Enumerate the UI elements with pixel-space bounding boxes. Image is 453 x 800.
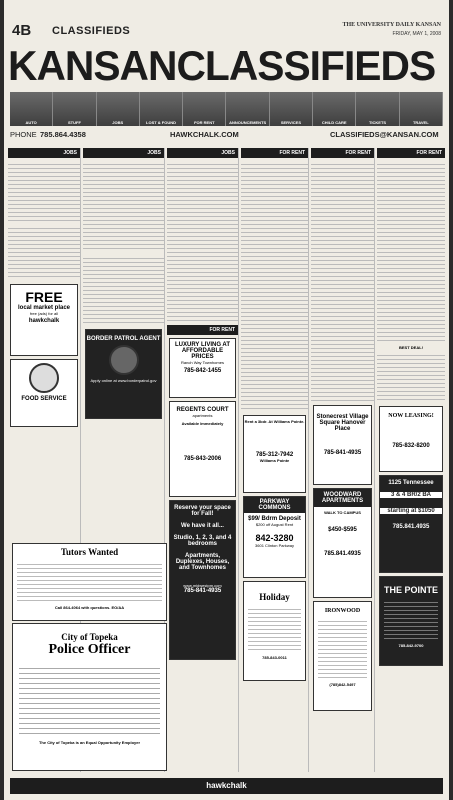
holiday-apartments-ad[interactable]: Holiday 785-843-0011 — [243, 581, 306, 681]
regents-court-ad[interactable]: REGENTS COURT apartments Available Immediately 785-843-2006 — [169, 401, 236, 497]
classified-text-block — [377, 161, 445, 341]
classified-text-block — [83, 161, 164, 251]
topeka-police-ad[interactable]: City of Topeka Police Officer The City of Topeka is an Equal Opportunity Employer — [12, 623, 167, 771]
phone-number: 785.864.4358 — [40, 130, 86, 139]
tennessee-ad[interactable]: 1125 Tennessee 3 & 4 BR/2 BA starting at $1050 785.841.4935 — [379, 475, 443, 573]
photo-cell: TRAVEL — [400, 92, 443, 126]
food-service-ad[interactable]: FOOD SERVICE — [10, 359, 78, 427]
for-rent-column-2 — [311, 148, 375, 772]
photo-cell: FOR RENT — [183, 92, 226, 126]
classified-text-block — [8, 225, 80, 280]
for-rent-header: FOR RENT — [377, 148, 445, 158]
pointe-body-text — [384, 599, 438, 639]
topeka-body-text — [19, 664, 160, 734]
section-name: CLASSIFIEDS — [52, 25, 131, 37]
photo-strip — [10, 92, 443, 126]
border-patrol-ad[interactable]: BORDER PATROL AGENT Apply online at www.borderpatrol.gov — [85, 329, 162, 419]
tutors-wanted-ad[interactable]: Tutors Wanted Call 864-4064 with questions. EO/AA — [12, 543, 167, 621]
issue-date: FRIDAY, MAY 1, 2008 — [392, 31, 441, 37]
jayhawk-logo-icon — [29, 363, 59, 393]
tutors-body-text — [17, 561, 162, 601]
for-rent-header: FOR RENT — [241, 148, 308, 158]
border-patrol-badge-icon — [109, 345, 139, 375]
website-link[interactable]: HAWKCHALK.COM — [170, 130, 239, 139]
phone-label: PHONE — [10, 130, 37, 139]
for-rent-column-3 — [377, 148, 445, 772]
photo-cell: AUTO — [10, 92, 53, 126]
for-rent-header: FOR RENT — [167, 325, 238, 335]
ironwood-body-text — [318, 618, 367, 678]
photo-cell: JOBS — [97, 92, 140, 126]
classified-text-block — [377, 352, 445, 402]
for-rent-header: FOR RENT — [311, 148, 374, 158]
newspaper-page — [4, 0, 449, 800]
luxury-living-ad[interactable]: LUXURY LIVING AT AFFORDABLE PRICES Ranch Way Townhomes 785-842-1455 — [169, 338, 236, 398]
classified-text-block — [8, 161, 80, 221]
reserve-space-ad[interactable]: Reserve your space for Fall! We have it all... Studio, 1, 2, 3, and 4 bedrooms Apartments, Duplexes, Houses, and Townhomes www.midwestpm.com 785-841-4935 — [169, 500, 236, 660]
section-number: 4B — [12, 22, 32, 39]
stonecrest-ad[interactable]: Stonecrest Village Square Hanover Place 785-841-4935 — [313, 405, 372, 485]
paper-name: THE UNIVERSITY DAILY KANSAN — [342, 22, 441, 28]
page-footer-brand: hawkchalk — [10, 778, 443, 794]
photo-cell: SERVICES — [270, 92, 313, 126]
photo-cell: TICKETS — [356, 92, 399, 126]
parkway-commons-ad[interactable]: PARKWAY COMMONS $99/ Bdrm Deposit $200 off August Rent 842-3280 3601 Clinton Parkway — [243, 496, 306, 578]
now-leasing-ad[interactable]: NOW LEASING! 785-832-8200 — [379, 406, 443, 472]
woodward-apartments-ad[interactable]: WOODWARD APARTMENTS WALK TO CAMPUS $450-$595 785.841.4935 — [313, 488, 372, 598]
ironwood-ad[interactable]: IRONWOOD (785)842-5497 — [313, 601, 372, 711]
jobs-header: JOBS — [167, 148, 238, 158]
photo-cell: ANNOUNCEMENTS — [226, 92, 269, 126]
free-market-ad[interactable]: FREE local market place free (ads) for all hawkchalk — [10, 284, 78, 356]
jobs-header: JOBS — [8, 148, 80, 158]
page-header — [10, 22, 443, 42]
classified-text-block — [311, 161, 374, 401]
the-pointe-ad[interactable]: THE POINTE 785-842-9700 — [379, 576, 443, 666]
classified-text-block — [83, 255, 164, 325]
email-link[interactable]: CLASSIFIEDS@KANSAN.COM — [330, 130, 439, 139]
best-deal-label: BEST DEAL! — [399, 345, 423, 350]
classified-text-block — [241, 161, 308, 411]
contact-bar — [10, 128, 443, 142]
jobs-column-3 — [167, 148, 239, 772]
for-rent-column-1 — [241, 148, 309, 772]
jobs-header: JOBS — [83, 148, 164, 158]
classified-text-block — [167, 161, 238, 321]
photo-cell: CHILD CARE — [313, 92, 356, 126]
photo-cell: LOST & FOUND — [140, 92, 183, 126]
williams-pointe-ad[interactable]: Rent a 3bdr. At Williams Pointe. 785-312-7942 Williams Pointe — [243, 415, 306, 493]
photo-cell: STUFF — [53, 92, 96, 126]
masthead-title: KANSANCLASSIFIEDS — [8, 42, 436, 89]
holiday-body-text — [248, 606, 301, 651]
